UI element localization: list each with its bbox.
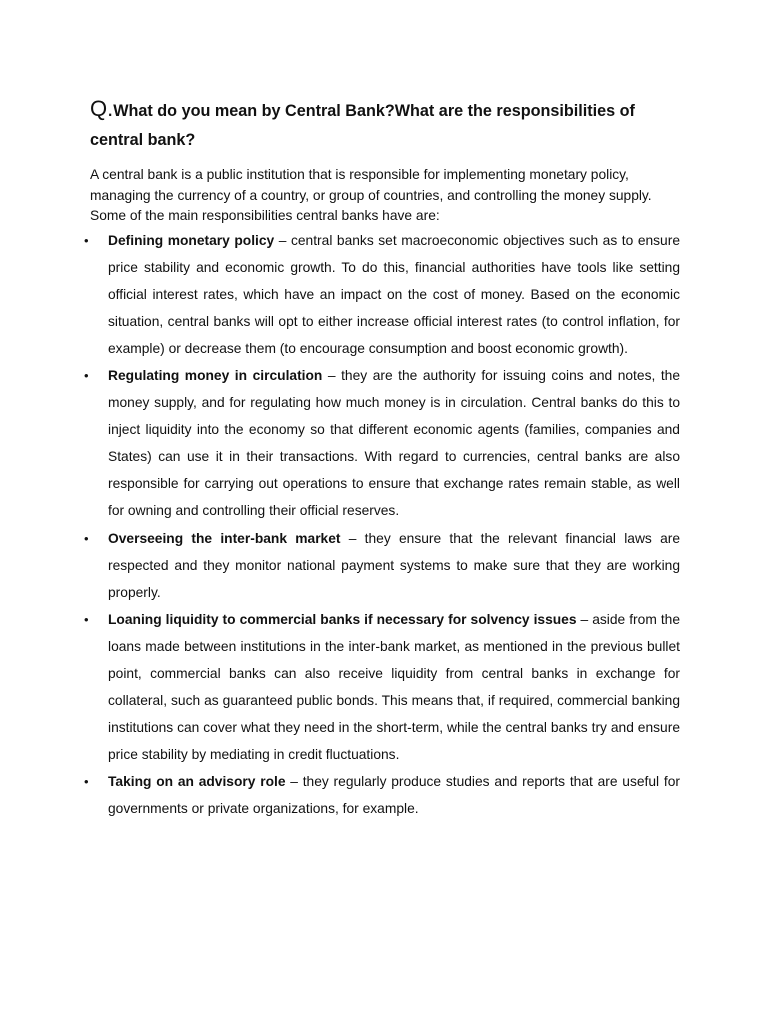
item-term: Taking on an advisory role [108,774,286,790]
bullet-icon: • [84,530,89,546]
list-item [84,606,680,769]
intro-paragraph: A central bank is a public institution that is responsible for implementing monetary policy, managing the currency of a country, or group of countries, and controlling the money supply. Some of the main responsibilities central banks have are: [90,167,652,223]
item-description: – aside from the loans made between institutions in the inter-bank market, as mentioned in the previous bullet point, commercial banks can also receive liquidity from central banks in exchange for collateral, such as guaranteed public bonds. This means that, if required, commercial banking institutions can cover what they need in the short-term, while the central banks try and ensure price stability by mediating in credit fluctuations. [108,611,680,763]
list-item [84,525,681,606]
item-term: Overseeing the inter-bank market [108,530,341,546]
list-item [84,362,681,525]
bullet-icon: • [84,774,89,790]
item-term: Defining monetary policy [108,232,275,248]
bullet-icon: • [84,232,89,248]
bullet-icon: • [84,611,89,627]
question-heading [90,94,680,155]
question-prefix: Q. [90,96,114,121]
item-term: Regulating money in circulation [108,367,323,383]
item-description: – they are the authority for issuing coins and notes, the money supply, and for regulating how much money is in circulation. Central banks do this to inject liquidity into the economy so that different economic agents (families, companies and States) can use it in their transactions. With regard to currencies, central banks are also responsible for carrying out operations to ensure that exchange rates remain stable, as well for owning and controlling their official reserves. [108,367,681,519]
item-description: – they ensure that the relevant financial laws are respected and they monitor national payment systems to make sure that they are working properly. [108,530,681,600]
list-item [84,227,681,362]
list-item [84,768,680,822]
question-text: What do you mean by Central Bank?What are the responsibilities of central bank? [90,102,635,149]
item-description: – they regularly produce studies and reports that are useful for governments or private organizations, for example. [108,774,680,817]
bullet-icon: • [84,367,89,383]
item-description: – central banks set macroeconomic objectives such as to ensure price stability and economic growth. To do this, financial authorities have tools like setting official interest rates, which have an impact on the cost of money. Based on the economic situation, central banks will opt to either increase official interest rates (to control inflation, for example) or decrease them (to encourage consumption and boost economic growth). [108,232,681,356]
item-term: Loaning liquidity to commercial banks if necessary for solvency issues [108,611,577,627]
responsibilities-list [84,227,681,823]
